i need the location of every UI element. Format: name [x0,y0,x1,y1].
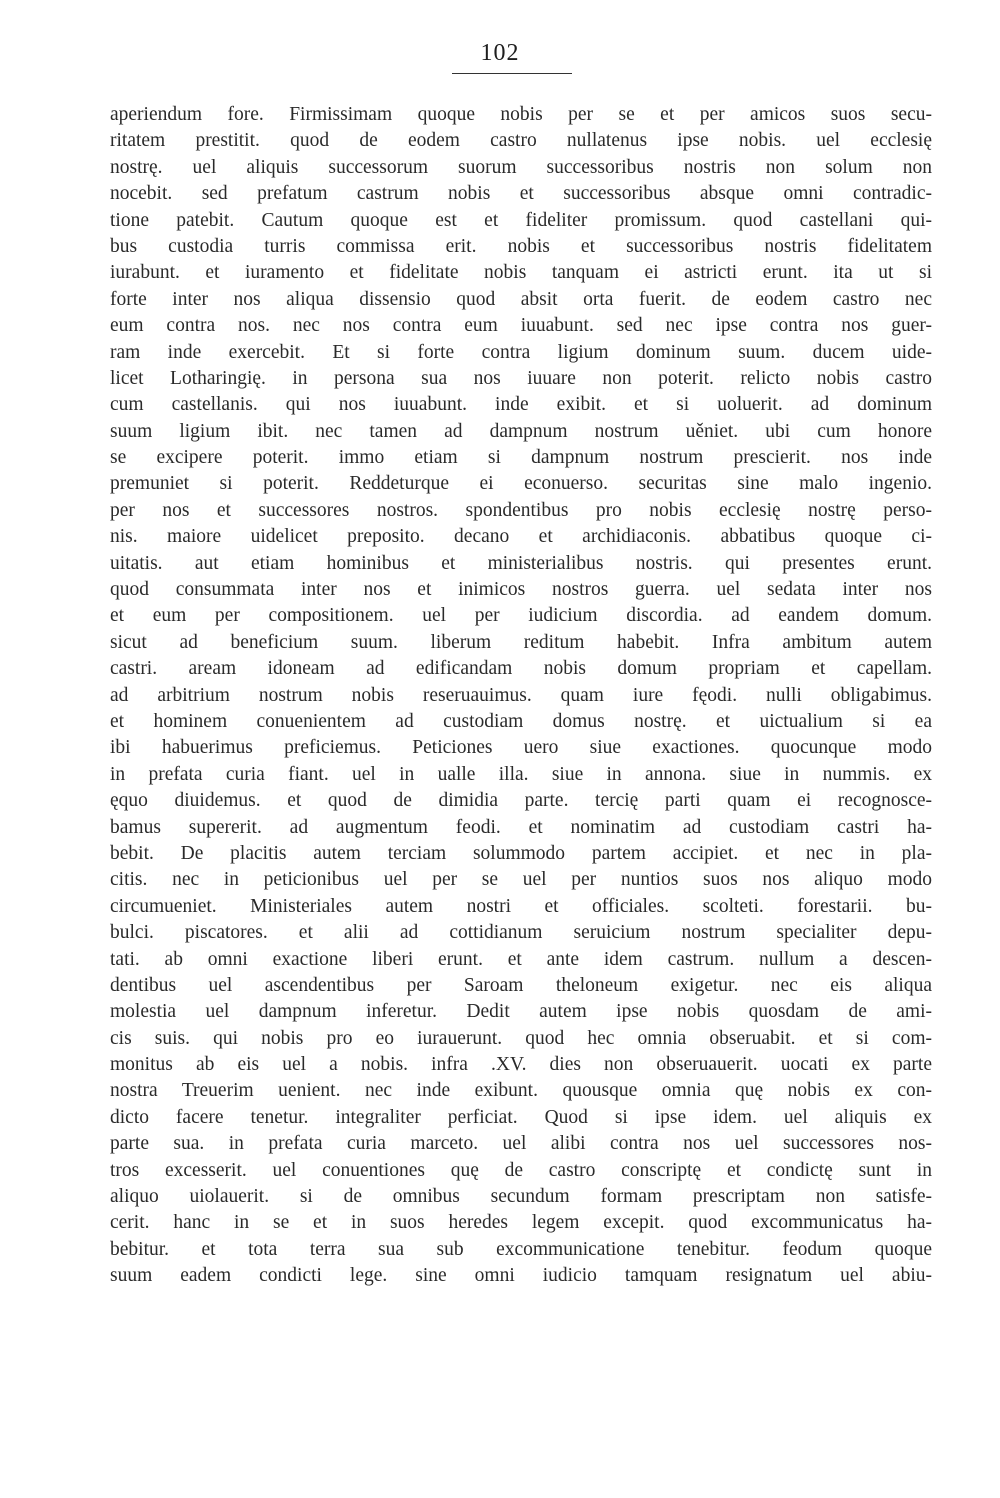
text-line: bamus supererit. ad augmentum feodi. et nominatim ad custodiam castri ha- [110,816,932,838]
text-line: et hominem conuenientem ad custodiam domus nostrę. et uictualium si ea [110,710,932,732]
text-line: et eum per compositionem. uel per iudicium discordia. ad eandem domum. [110,605,932,627]
text-line: castri. aream idoneam ad edificandam nobis domum propriam et capellam. [110,658,932,680]
text-line: licet Lotharingię. in persona sua nos iuuare non poterit. relicto nobis castro [110,367,932,389]
text-line: dentibus uel ascendentibus per Saroam theloneum exigetur. nec eis aliqua [110,974,932,996]
text-line: tione patebit. Cautum quoque est et fideliter promissum. quod castellani qui- [110,209,932,231]
text-line: nis. maiore uidelicet preposito. decano et archidiaconis. abbatibus quoque ci- [110,526,932,548]
text-line: suum ligium ibit. nec tamen ad dampnum nostrum uěniet. ubi cum honore [110,420,932,442]
text-line: ibi habuerimus preficiemus. Peticiones uero siue exactiones. quocunque modo [110,737,932,759]
header-rule [452,73,572,74]
text-line: se excipere poterit. immo etiam si dampnum nostrum prescierit. nos inde [110,447,932,469]
text-line: forte inter nos aliqua dissensio quod absit orta fuerit. de eodem castro nec [110,288,932,310]
text-line: ęquo diuidemus. et quod de dimidia parte. tercię parti quam ei recognosce- [110,790,932,812]
text-line: dicto facere tenetur. integraliter perficiat. Quod si ipse idem. uel aliquis ex [110,1106,932,1128]
text-line: circumueniet. Ministeriales autem nostri et officiales. scolteti. forestarii. bu- [110,895,932,917]
page-number: 102 [480,40,520,66]
text-line: tati. ab omni exactione liberi erunt. et ante idem castrum. nullum a descen- [110,948,932,970]
text-line: iurabunt. et iuramento et fidelitate nobis tanquam ei astricti erunt. ita ut si [110,262,932,284]
text-line: premuniet si poterit. Reddeturque ei econuerso. securitas sine malo ingenio. [110,473,932,495]
text-line: aperiendum fore. Firmissimam quoque nobis per se et per amicos suos secu- [110,104,932,125]
text-line: nocebit. sed prefatum castrum nobis et successoribus absque omni contradic- [110,183,932,205]
text-line: parte sua. in prefata curia marceto. uel alibi contra nos uel successores nos- [110,1133,932,1155]
text-line: monitus ab eis uel a nobis. infra .XV. dies non obseruauerit. uocati ex parte [110,1054,932,1076]
text-line: citis. nec in peticionibus uel per se uel per nuntios suos nos aliquo modo [110,869,932,891]
text-line: bus custodia turris commissa erit. nobis et successoribus nostris fidelitatem [110,235,932,257]
text-line: nostra Treuerim uenient. nec inde exibunt. quousque omnia quę nobis ex con- [110,1080,932,1102]
text-line: bulci. piscatores. et alii ad cottidianum seruicium nostrum specialiter depu- [110,922,932,944]
text-line: aliquo uiolauerit. si de omnibus secundum formam prescriptam non satisfe- [110,1186,932,1208]
text-line: sicut ad beneficium suum. liberum reditum habebit. Infra ambitum autem [110,631,932,653]
text-line: ad arbitrium nostrum nobis reseruauimus. quam iure fęodi. nulli obligabimus. [110,684,932,706]
text-line: eum contra nos. nec nos contra eum iuuabunt. sed nec ipse contra nos guer- [110,315,932,337]
text-line: per nos et successores nostros. spondentibus pro nobis ecclesię nostrę perso- [110,499,932,521]
text-line: bebit. De placitis autem terciam solummodo partem accipiet. et nec in pla- [110,842,932,864]
text-line: bebitur. et tota terra sua sub excommunicatione tenebitur. feodum quoque [110,1238,932,1260]
text-line: uitatis. aut etiam hominibus et ministerialibus nostris. qui presentes erunt. [110,552,932,574]
body-text [110,102,932,1290]
text-line: nostrę. uel aliquis successorum suorum successoribus nostris non solum non [110,156,932,178]
text-line: cum castellanis. qui nos iuuabunt. inde exibit. et si uoluerit. ad dominum [110,394,932,416]
text-line: cis suis. qui nobis pro eo iurauerunt. quod hec omnia obseruabit. et si com- [110,1027,932,1049]
text-line: cerit. hanc in se et in suos heredes legem excepit. quod excommunicatus ha- [110,1212,932,1234]
text-line: in prefata curia fiant. uel in ualle illa. siue in annona. siue in nummis. ex [110,763,932,785]
text-line: suum eadem condicti lege. sine omni iudicio tamquam resignatum uel abiu- [110,1265,932,1287]
text-line: molestia uel dampnum inferetur. Dedit autem ipse nobis quosdam de ami- [110,1001,932,1023]
text-line: ritatem prestitit. quod de eodem castro nullatenus ipse nobis. uel ecclesię [110,130,932,152]
text-line: quod consummata inter nos et inimicos nostros guerra. uel sedata inter nos [110,579,932,601]
text-line: ram inde exercebit. Et si forte contra ligium dominum suum. ducem uide- [110,341,932,363]
text-line: tros excesserit. uel conuentiones quę de castro conscriptę et condictę sunt in [110,1159,932,1181]
